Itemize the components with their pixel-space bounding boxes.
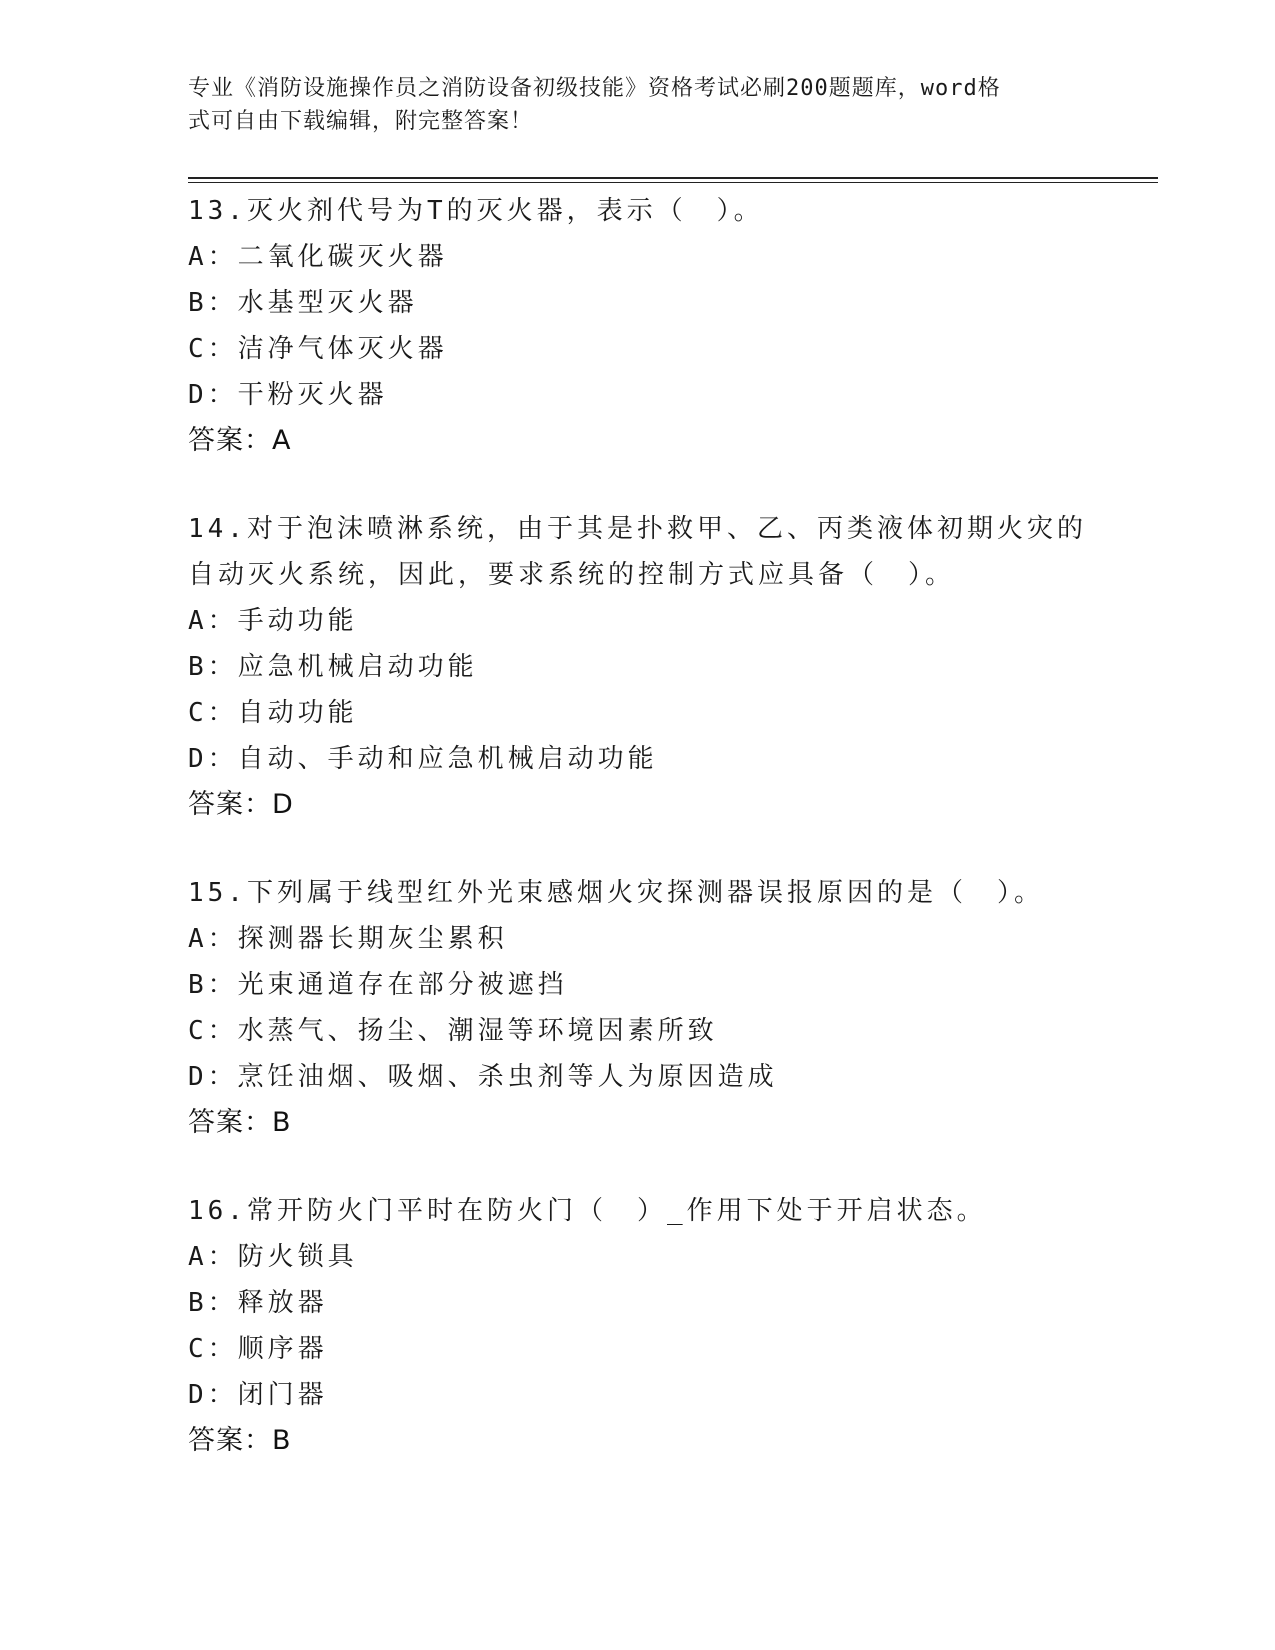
document-header	[188, 72, 1088, 138]
header-line-2: 式可自由下载编辑，附完整答案！	[188, 109, 534, 134]
question-list	[188, 188, 1088, 1506]
question-16	[188, 1188, 1088, 1464]
question-14	[188, 506, 1088, 828]
option-b: B：释放器	[188, 1288, 328, 1318]
option-d: D：自动、手动和应急机械启动功能	[188, 744, 658, 774]
option-a: A：防火锁具	[188, 1242, 358, 1272]
option-b: B：光束通道存在部分被遮挡	[188, 970, 568, 1000]
header-rule-thin	[188, 182, 1158, 183]
question-13	[188, 188, 1088, 464]
option-a: A：手动功能	[188, 606, 358, 636]
question-stem: 16.常开防火门平时在防火门（ ）_作用下处于开启状态。	[188, 1196, 987, 1226]
option-d: D：闭门器	[188, 1380, 328, 1410]
option-b: B：水基型灭火器	[188, 288, 418, 318]
answer-label: 答案：B	[188, 1107, 292, 1138]
header-line-1: 专业《消防设施操作员之消防设备初级技能》资格考试必刷200题题库，word格	[188, 76, 1001, 101]
option-a: A：探测器长期灰尘累积	[188, 924, 508, 954]
option-c: C：水蒸气、扬尘、潮湿等环境因素所致	[188, 1016, 718, 1046]
answer-label: 答案：A	[188, 425, 292, 456]
answer-label: 答案：B	[188, 1425, 292, 1456]
option-a: A：二氧化碳灭火器	[188, 242, 448, 272]
question-stem: 14.对于泡沫喷淋系统，由于其是扑救甲、乙、丙类液体初期火灾的自动灭火系统，因此，要求系统的控制方式应具备（ ）。	[188, 514, 1087, 590]
option-b: B：应急机械启动功能	[188, 652, 478, 682]
answer-label: 答案：D	[188, 789, 294, 820]
option-c: C：顺序器	[188, 1334, 328, 1364]
option-d: D：烹饪油烟、吸烟、杀虫剂等人为原因造成	[188, 1062, 778, 1092]
question-stem: 13.灭火剂代号为T的灭火器，表示（ ）。	[188, 196, 764, 226]
question-stem: 15.下列属于线型红外光束感烟火灾探测器误报原因的是（ ）。	[188, 878, 1044, 908]
option-d: D：干粉灭火器	[188, 380, 388, 410]
option-c: C：自动功能	[188, 698, 358, 728]
header-rule-thick	[188, 177, 1158, 179]
question-15	[188, 870, 1088, 1146]
option-c: C：洁净气体灭火器	[188, 334, 448, 364]
